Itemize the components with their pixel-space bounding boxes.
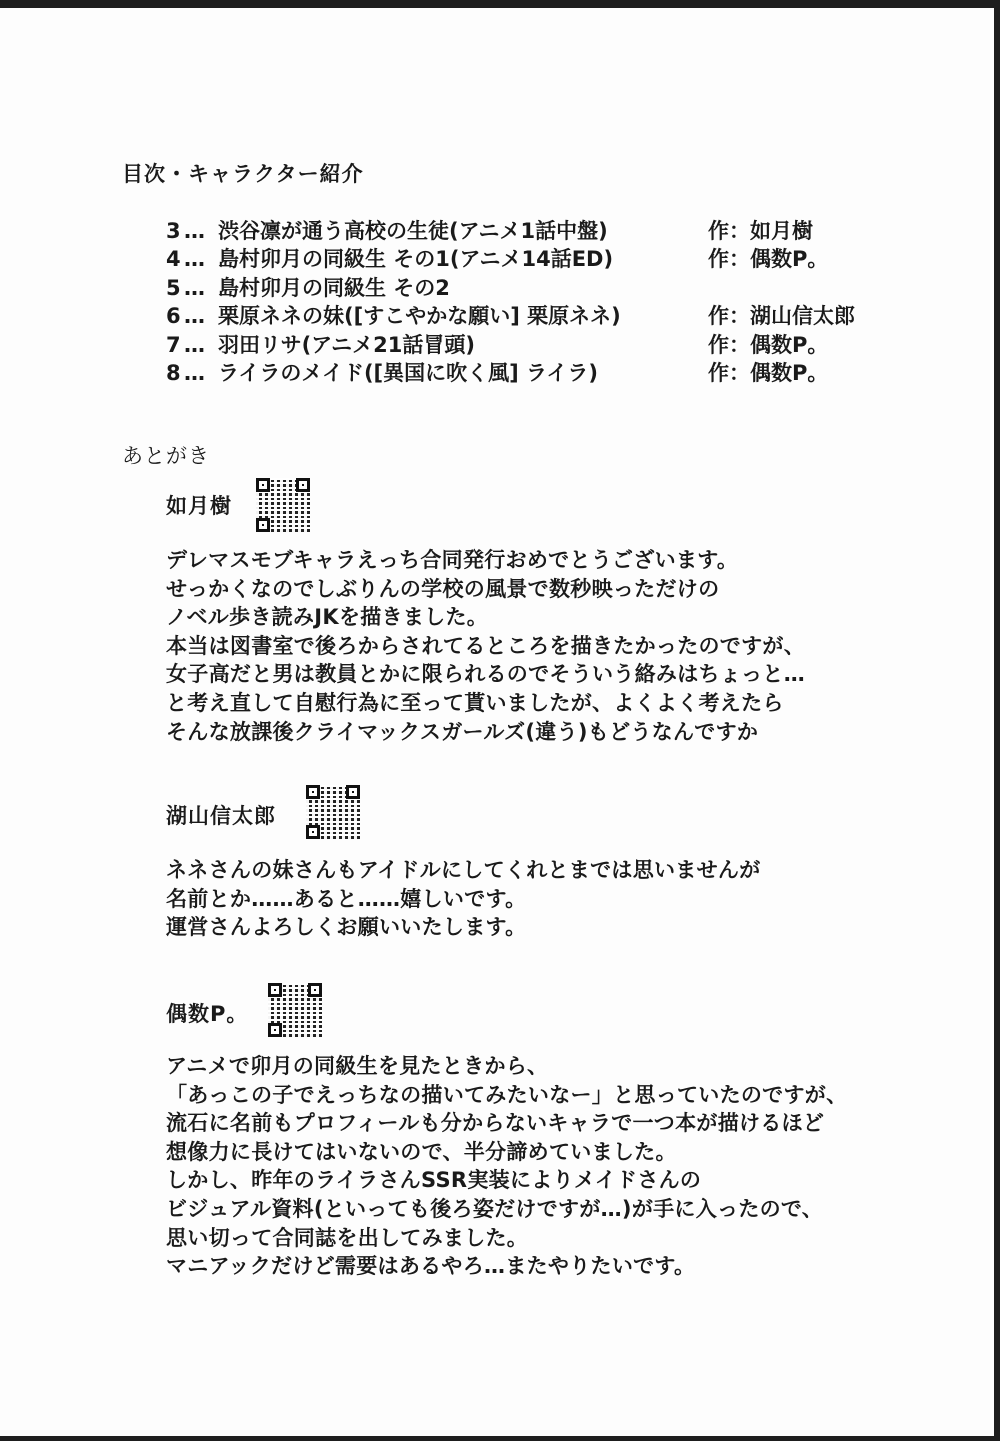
body-line: アニメで卯月の同級生を見たときから、 — [166, 1054, 549, 1078]
body-line: 女子高だと男は教員とかに限られるのでそういう絡みはちょっと… — [166, 662, 805, 687]
toc-entry — [166, 302, 886, 330]
toc-heading: 目次・キャラクター紹介 — [122, 162, 364, 186]
toc-leader: … — [184, 247, 205, 272]
toc-title: ライラのメイド([異国に吹く風] ライラ) — [218, 360, 599, 385]
toc-page-number: 8 — [166, 360, 181, 385]
toc-entry — [166, 359, 886, 387]
author-name: 如月樹 — [166, 494, 232, 518]
scan-edge-right — [994, 0, 1000, 1441]
toc-page-number: 6 — [166, 304, 181, 329]
body-line: と考え直して自慰行為に至って貰いましたが、よくよく考えたら — [166, 690, 784, 715]
body-line: 名前とか……あると……嬉しいです。 — [166, 886, 527, 911]
author-name: 偶数P。 — [166, 1002, 249, 1026]
body-line: 運営さんよろしくお願いいたします。 — [166, 915, 527, 940]
toc-entry — [166, 331, 886, 359]
body-line: そんな放課後クライマックスガールズ(違う)もどうなんですか — [166, 719, 759, 744]
body-line: ビジュアル資料(といっても後ろ姿だけですが…)が手に入ったので、 — [166, 1196, 824, 1221]
toc-author: 作：偶数P。 — [708, 332, 829, 357]
toc-page-number: 4 — [166, 247, 181, 272]
toc-title: 羽田リサ(アニメ21話冒頭) — [218, 332, 475, 357]
afterword-body — [166, 546, 805, 746]
toc-entry — [166, 274, 886, 302]
toc-leader: … — [184, 332, 205, 357]
body-line: 「あっこの子でえっちなの描いてみたいなー」と思っていたのですが、 — [166, 1082, 848, 1107]
toc-author: 作：如月樹 — [708, 219, 813, 243]
toc-title: 島村卯月の同級生 その2 — [218, 275, 450, 300]
body-line: 想像力に長けてはいないので、半分諦めていました。 — [166, 1139, 677, 1164]
body-line: ネネさんの妹さんもアイドルにしてくれとまでは思いませんが — [166, 858, 761, 882]
toc-title: 渋谷凛が通う高校の生徒(アニメ1話中盤) — [218, 219, 608, 243]
toc-author: 作：偶数P。 — [708, 247, 829, 272]
body-line: 本当は図書室で後ろからされてるところを描きたかったのですが、 — [166, 633, 805, 658]
body-line: しかし、昨年のライラさんSSR実装によりメイドさんの — [166, 1168, 702, 1193]
toc-page-number: 5 — [166, 275, 181, 300]
toc-title: 島村卯月の同級生 その1(アニメ14話ED) — [218, 247, 614, 272]
qr-code-icon — [256, 478, 310, 532]
toc-leader: … — [184, 275, 205, 300]
body-line: 流石に名前もプロフィールも分からないキャラで一つ本が描けるほど — [166, 1111, 825, 1136]
toc-entry — [166, 217, 886, 245]
toc-author: 作：湖山信太郎 — [708, 304, 855, 329]
body-line: 思い切って合同誌を出してみました。 — [166, 1225, 529, 1250]
toc-page-number: 7 — [166, 332, 181, 357]
qr-code-icon — [306, 785, 360, 839]
afterword-body — [166, 856, 761, 942]
toc-author: 作：偶数P。 — [708, 360, 829, 385]
afterword-heading: あとがき — [122, 444, 210, 468]
afterword-body — [166, 1052, 847, 1281]
scan-edge-top — [0, 0, 1000, 8]
body-line: せっかくなのでしぶりんの学校の風景で数秒映っただけの — [166, 576, 720, 601]
body-line: ノベル歩き読みJKを描きました。 — [166, 605, 489, 630]
qr-code-icon — [268, 983, 322, 1037]
toc-page-number: 3 — [166, 219, 181, 243]
toc-leader: … — [184, 360, 205, 385]
toc-title: 栗原ネネの妹([すこやかな願い] 栗原ネネ) — [218, 304, 621, 329]
toc-list — [166, 217, 886, 387]
toc-leader: … — [184, 304, 205, 329]
author-name: 湖山信太郎 — [166, 804, 276, 828]
body-line: マニアックだけど需要はあるやろ…またやりたいです。 — [166, 1254, 696, 1279]
toc-leader: … — [184, 219, 205, 243]
body-line: デレマスモブキャラえっち合同発行おめでとうございます。 — [166, 548, 739, 572]
scan-edge-bottom — [0, 1436, 1000, 1441]
toc-entry — [166, 245, 886, 273]
